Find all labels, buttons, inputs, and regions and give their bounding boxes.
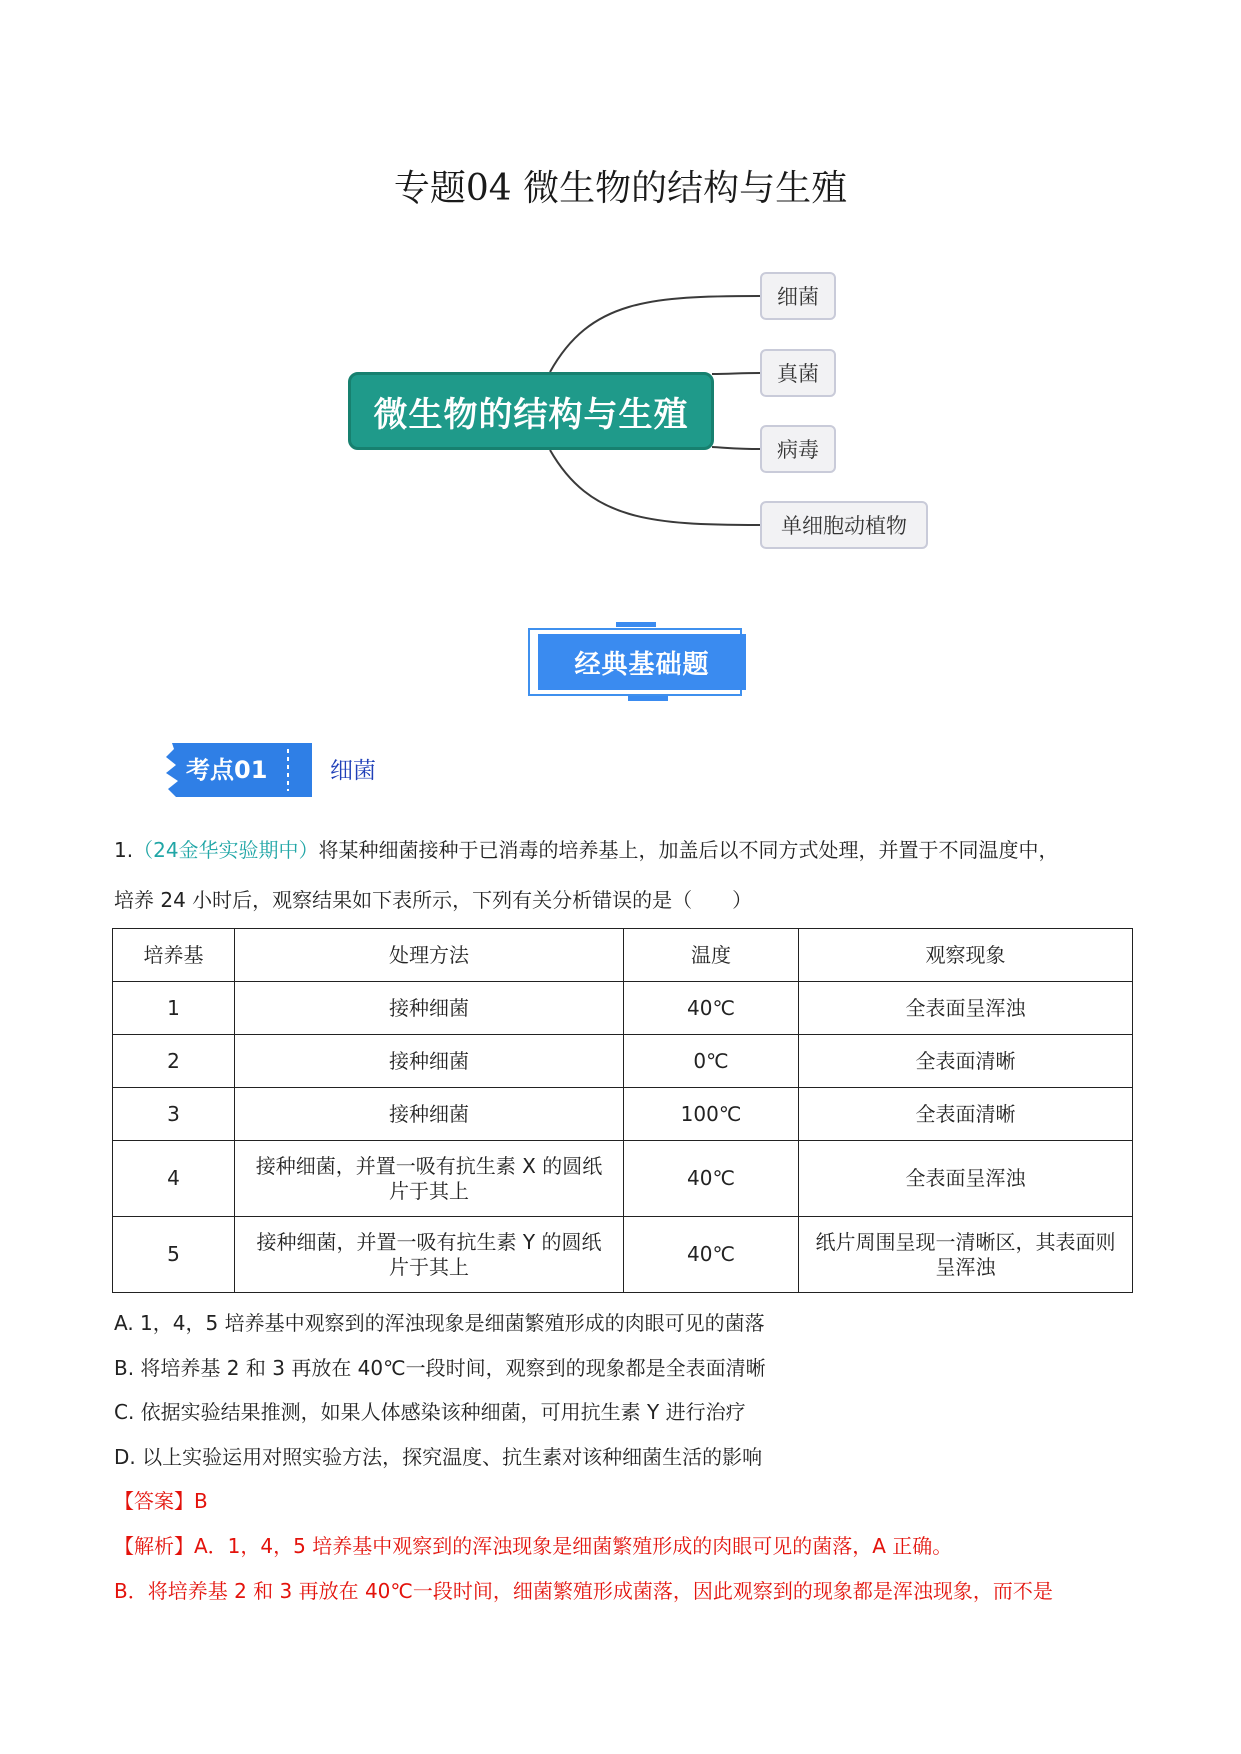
table-header-cell: 处理方法 [235, 929, 624, 982]
table-cell: 2 [113, 1035, 235, 1088]
table-cell: 接种细菌 [235, 1035, 624, 1088]
table-cell: 40℃ [624, 1217, 799, 1293]
table-cell: 接种细菌 [235, 982, 624, 1035]
option-c: C. 依据实验结果推测，如果人体感染该种细菌，可用抗生素 Y 进行治疗 [114, 1400, 746, 1424]
analysis-line-1: 【解析】A．1，4，5 培养基中观察到的浑浊现象是细菌繁殖形成的肉眼可见的菌落，A 正确。 [114, 1534, 953, 1558]
mind-map-leaf-virus: 病毒 [760, 425, 836, 473]
table-row [113, 1141, 1133, 1217]
mind-map [0, 0, 1241, 600]
page-title: 专题04 微生物的结构与生殖 [393, 168, 848, 209]
banner-accent-bottom [628, 696, 668, 701]
section-title: 细菌 [330, 758, 376, 784]
option-d: D. 以上实验运用对照实验方法，探究温度、抗生素对该种细菌生活的影响 [114, 1445, 763, 1469]
table-header-row [113, 929, 1133, 982]
mind-map-connectors [0, 0, 1241, 600]
table-row [113, 1217, 1133, 1293]
table-cell: 100℃ [624, 1088, 799, 1141]
banner-label: 经典基础题 [538, 634, 746, 690]
section-banner [520, 620, 750, 704]
option-b: B. 将培养基 2 和 3 再放在 40℃一段时间，观察到的现象都是全表面清晰 [114, 1356, 766, 1380]
table-cell: 全表面呈浑浊 [799, 982, 1133, 1035]
mind-map-root: 微生物的结构与生殖 [348, 372, 714, 450]
table-cell: 纸片周围呈现一清晰区，其表面则呈浑浊 [799, 1217, 1133, 1293]
table-cell: 接种细菌 [235, 1088, 624, 1141]
table-cell: 3 [113, 1088, 235, 1141]
table-cell: 5 [113, 1217, 235, 1293]
mind-map-leaf-bacteria: 细菌 [760, 272, 836, 320]
question-stem-line2: 培养 24 小时后，观察结果如下表所示，下列有关分析错误的是（ ） [114, 888, 753, 912]
answer: 【答案】B [114, 1489, 208, 1513]
table-row [113, 1035, 1133, 1088]
banner-accent-top [616, 622, 656, 627]
table-cell: 40℃ [624, 982, 799, 1035]
table-cell: 接种细菌，并置一吸有抗生素 Y 的圆纸片于其上 [235, 1217, 624, 1293]
results-table [112, 928, 1133, 1293]
question-number: 1. [114, 838, 134, 862]
table-cell: 0℃ [624, 1035, 799, 1088]
analysis-line-2: B．将培养基 2 和 3 再放在 40℃一段时间，细菌繁殖形成菌落，因此观察到的现象都是浑浊现象，而不是 [114, 1579, 1053, 1603]
question-stem-line1: 将某种细菌接种于已消毒的培养基上，加盖后以不同方式处理，并置于不同温度中， [318, 838, 1059, 862]
question-source: （24金华实验期中） [133, 838, 319, 862]
table-cell: 全表面清晰 [799, 1035, 1133, 1088]
option-a: A. 1，4，5 培养基中观察到的浑浊现象是细菌繁殖形成的肉眼可见的菌落 [114, 1311, 765, 1335]
table-cell: 1 [113, 982, 235, 1035]
mind-map-leaf-fungi: 真菌 [760, 349, 836, 397]
topic-tag-label: 考点01 [186, 756, 268, 784]
mind-map-leaf-unicellular: 单细胞动植物 [760, 501, 928, 549]
table-cell: 接种细菌，并置一吸有抗生素 X 的圆纸片于其上 [235, 1141, 624, 1217]
topic-tag [164, 743, 312, 797]
table-header-cell: 观察现象 [799, 929, 1133, 982]
table-cell: 4 [113, 1141, 235, 1217]
table-header-cell: 培养基 [113, 929, 235, 982]
table-cell: 40℃ [624, 1141, 799, 1217]
table-header-cell: 温度 [624, 929, 799, 982]
table-cell: 全表面清晰 [799, 1088, 1133, 1141]
table-row [113, 982, 1133, 1035]
table-row [113, 1088, 1133, 1141]
question-line-1 [114, 834, 1059, 863]
table-cell: 全表面呈浑浊 [799, 1141, 1133, 1217]
